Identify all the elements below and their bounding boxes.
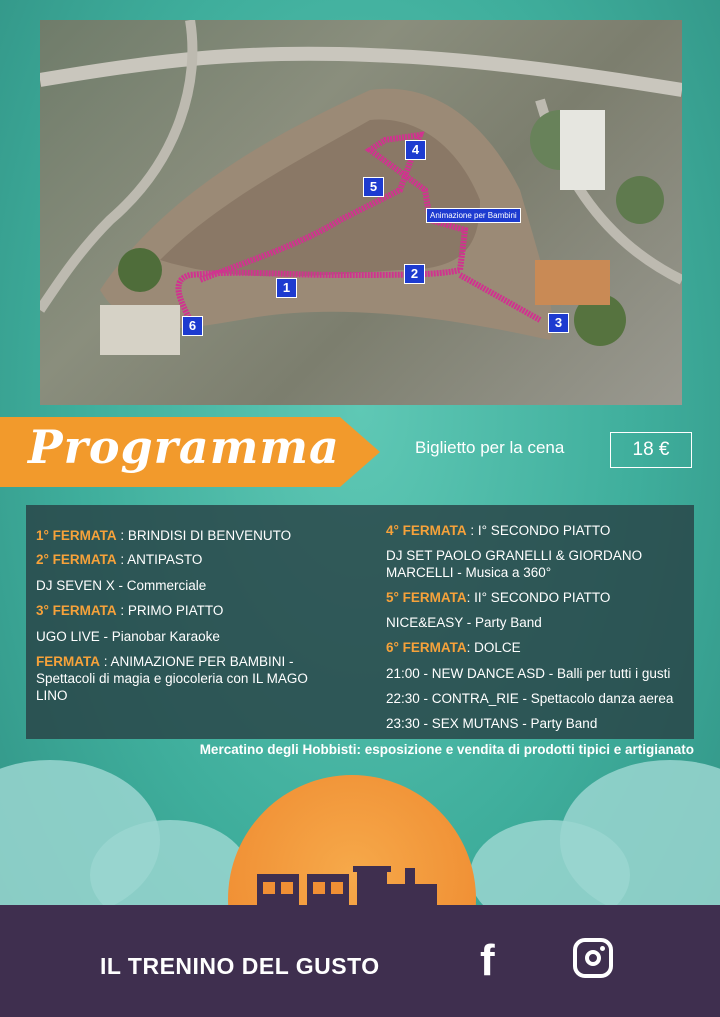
stop-text: : ANTIPASTO <box>116 552 203 567</box>
program-line <box>36 551 202 568</box>
stop-marker-6: 6 <box>182 316 203 336</box>
ticket-label: Biglietto per la cena <box>415 438 565 457</box>
stop-label: 5° FERMATA <box>386 590 467 605</box>
program-line <box>386 564 551 581</box>
stop-label: 1° FERMATA <box>36 528 117 543</box>
program-line <box>36 527 291 544</box>
act-text: 21:00 - NEW DANCE ASD - Balli per tutti i gusti <box>386 666 671 681</box>
program-box <box>26 505 694 739</box>
program-line <box>386 665 670 682</box>
animation-label: Animazione per Bambini <box>426 208 521 223</box>
program-line <box>386 589 610 606</box>
stop-label: 4° FERMATA <box>386 523 467 538</box>
aerial-map <box>40 20 682 405</box>
stop-text: : I° SECONDO PIATTO <box>466 523 611 538</box>
footer-title: IL TRENINO DEL GUSTO <box>100 953 380 979</box>
stop-marker-1: 1 <box>276 278 297 298</box>
stop-marker-4: 4 <box>405 140 426 160</box>
act-text: Spettacoli di magia e giocoleria con IL MAGO <box>36 671 308 686</box>
stop-marker-2: 2 <box>404 264 425 284</box>
program-line <box>386 715 597 732</box>
program-line <box>36 653 294 670</box>
page-title: Programma <box>28 420 340 474</box>
program-line <box>36 577 206 594</box>
act-text: DJ SEVEN X - Commerciale <box>36 578 207 593</box>
stop-text: : BRINDISI DI BENVENUTO <box>116 528 292 543</box>
act-text: MARCELLI - Musica a 360° <box>386 565 552 580</box>
act-text: UGO LIVE - Pianobar Karaoke <box>36 629 220 644</box>
program-line <box>386 614 542 631</box>
map-illustration <box>40 20 682 405</box>
stop-marker-5: 5 <box>363 177 384 197</box>
program-line <box>386 547 642 564</box>
stop-label: 6° FERMATA <box>386 640 467 655</box>
stop-text: : DOLCE <box>466 640 521 655</box>
act-text: 23:30 - SEX MUTANS - Party Band <box>386 716 598 731</box>
market-note: Mercatino degli Hobbisti: esposizione e vendita di prodotti tipici e artigianato <box>199 742 694 757</box>
facebook-icon[interactable]: f <box>480 936 495 985</box>
stop-text: : II° SECONDO PIATTO <box>466 590 611 605</box>
ticket-price: 18 € <box>610 432 692 468</box>
instagram-icon[interactable] <box>573 938 613 978</box>
program-line <box>36 628 220 645</box>
program-line <box>386 522 610 539</box>
program-line <box>386 690 673 707</box>
stop-label: 2° FERMATA <box>36 552 117 567</box>
act-text: LINO <box>36 688 68 703</box>
act-text: DJ SET PAOLO GRANELLI & GIORDANO <box>386 548 643 563</box>
stop-label: 3° FERMATA <box>36 603 117 618</box>
stop-label: FERMATA <box>36 654 100 669</box>
stop-marker-3: 3 <box>548 313 569 333</box>
stop-text: : ANIMAZIONE PER BAMBINI - <box>100 654 294 669</box>
program-line <box>36 602 223 619</box>
act-text: NICE&EASY - Party Band <box>386 615 542 630</box>
program-line <box>36 670 308 687</box>
program-line <box>386 639 521 656</box>
banner-arrow <box>340 417 380 487</box>
stop-text: : PRIMO PIATTO <box>116 603 224 618</box>
program-line <box>36 687 68 704</box>
act-text: 22:30 - CONTRA_RIE - Spettacolo danza aerea <box>386 691 674 706</box>
